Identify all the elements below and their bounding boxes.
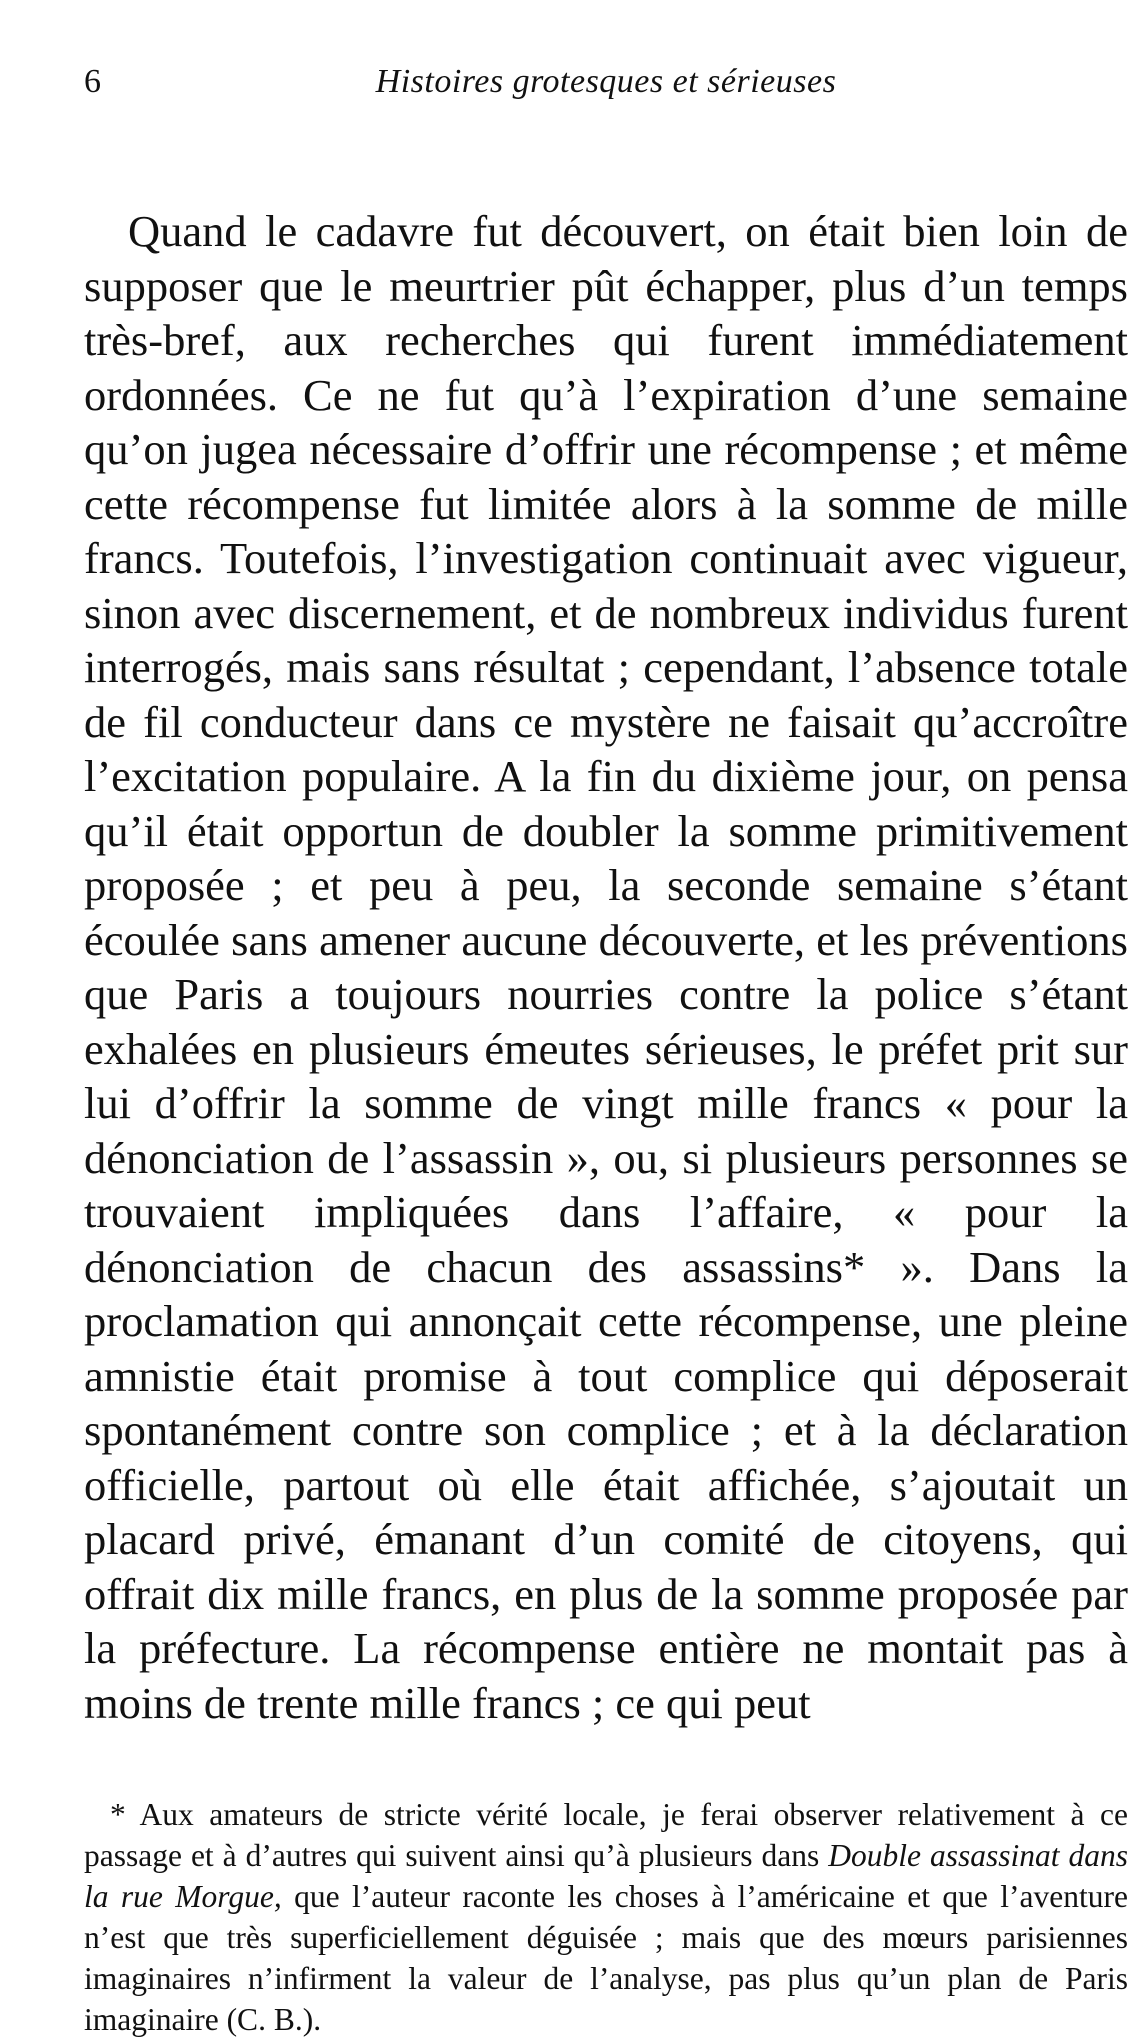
footnote-text-start: * Aux amateurs de stricte vérité locale, je ferai observer relativement à ce passage et à d’autres qui suivent ainsi qu’à plusieurs dans	[84, 1797, 1128, 1873]
running-title: Histoires grotesques et sérieuses	[375, 63, 837, 100]
page-header	[84, 52, 1128, 112]
footnote	[84, 1794, 1128, 2040]
footnote-text-end: que l’auteur raconte les choses à l’américaine et que l’aventure n’est que très superficiellement déguisée ; mais que des mœurs parisiennes imaginaires n’infirment la valeur de l’analyse, pas plus qu’un plan de Paris imaginaire (C. B.).	[84, 1879, 1128, 2037]
main-text	[84, 204, 1128, 1730]
page-number: 6	[84, 63, 101, 100]
book-page	[84, 52, 1128, 2040]
footnote-cited-title: Double assassinat dans la rue Morgue,	[84, 1838, 1128, 1914]
footnote-text	[84, 1794, 1128, 2040]
body-paragraph: Quand le cadavre fut découvert, on était bien loin de supposer que le meurtrier pût échapper, plus d’un temps très-bref, aux recherches qui furent immédiatement ordonnées. Ce ne fut qu’à l’expiration d’une semaine qu’on jugea nécessaire d’offrir une récompense ; et même cette récompense fut limitée alors à la somme de mille francs. Toutefois, l’investigation continuait avec vigueur, sinon avec discernement, et de nombreux individus furent interrogés, mais sans résultat ; cependant, l’absence totale de fil conducteur dans ce mystère ne faisait qu’accroître l’excitation populaire. A la fin du dixième jour, on pensa qu’il était opportun de doubler la somme primitivement proposée ; et peu à peu, la seconde semaine s’étant écoulée sans amener aucune découverte, et les préventions que Paris a toujours nourries contre la police s’étant exhalées en plusieurs émeutes sérieuses, le préfet prit sur lui d’offrir la somme de vingt mille francs « pour la dénonciation de l’assassin », ou, si plusieurs personnes se trouvaient impliquées dans l’affaire, « pour la dénonciation de chacun des assassins* ». Dans la proclamation qui annonçait cette récompense, une pleine amnistie était promise à tout complice qui déposerait spontanément contre son complice ; et à la déclaration officielle, partout où elle était affichée, s’ajoutait un placard privé, émanant d’un comité de citoyens, qui offrait dix mille francs, en plus de la somme proposée par la préfecture. La récompense entière ne montait pas à moins de trente mille francs ; ce qui peut	[84, 206, 1128, 1728]
